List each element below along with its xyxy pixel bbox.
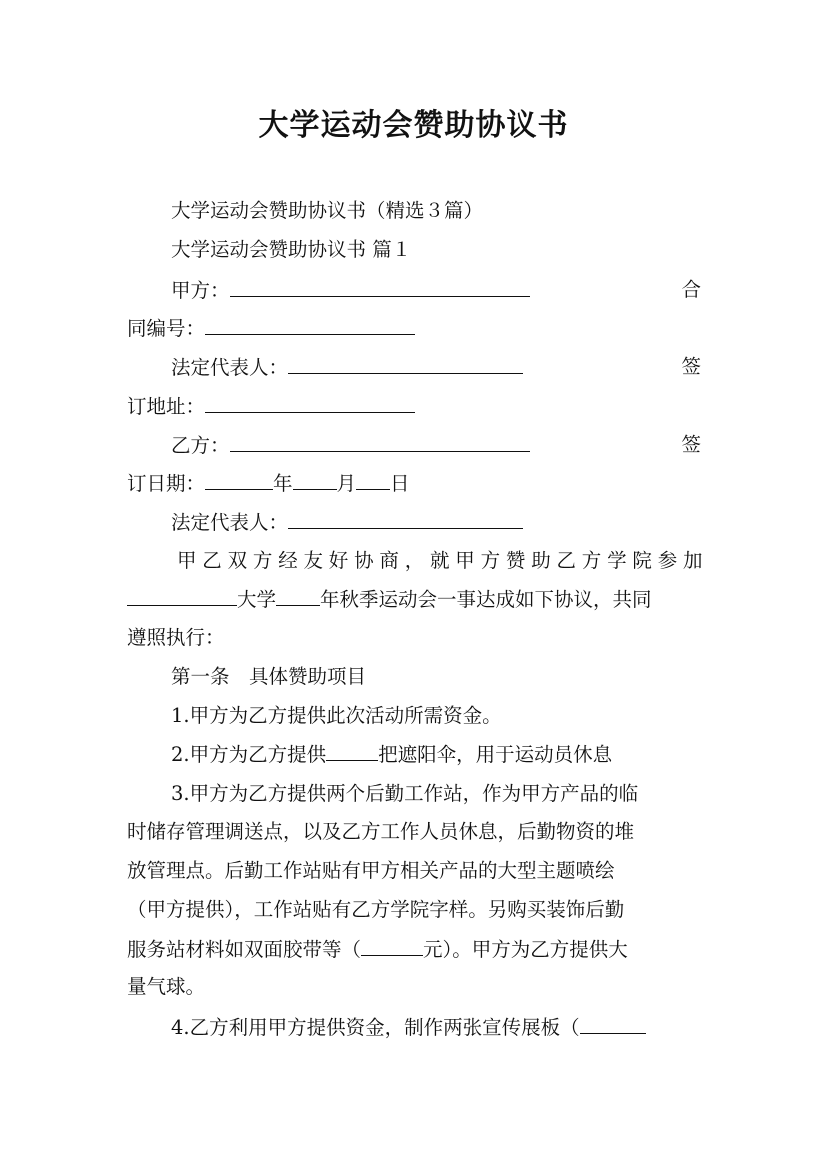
sign-date-prefix: 签	[681, 433, 701, 456]
legal-rep-line-2: 法定代表人：	[127, 508, 701, 537]
item-3-line-4: （甲方提供），工作站贴有乙方学院字样。另购买装饰后勤	[127, 898, 625, 921]
part-heading: 大学运动会赞助协议书 篇１	[171, 238, 412, 261]
intro-line-1: 甲乙双方经友好协商，就甲方赞助乙方学院参加	[177, 549, 709, 572]
party-b-field: 乙方：	[171, 431, 530, 460]
contract-no-blank	[205, 314, 415, 335]
sign-date-line: 订日期： 年 月 日	[127, 469, 701, 498]
contract-no-prefix: 合	[681, 278, 701, 301]
intro-line-2: 大学 年秋季运动会一事达成如下协议，共同	[127, 585, 701, 614]
article-1-heading: 第一条 具体赞助项目	[171, 665, 367, 688]
item-3-line-2: 时储存管理调送点，以及乙方工作人员休息，后勤物资的堆	[127, 820, 635, 843]
sign-place-prefix: 签	[681, 355, 701, 378]
intro-line-3: 遵照执行：	[127, 626, 225, 649]
party-a-field: 甲方：	[171, 276, 530, 305]
subtitle: 大学运动会赞助协议书（精选３篇）	[171, 199, 484, 222]
party-b-blank	[230, 431, 530, 452]
sign-place-line: 订地址：	[127, 392, 701, 421]
item-1: 1.甲方为乙方提供此次活动所需资金。	[171, 704, 502, 727]
contract-no-line: 同编号：	[127, 314, 701, 343]
sign-place-blank	[205, 392, 415, 413]
document-title: 大学运动会赞助协议书	[258, 108, 569, 143]
legal-rep-blank	[288, 353, 523, 374]
item-3-line-5: 服务站材料如双面胶带等（ 元）。甲方为乙方提供大	[127, 935, 701, 964]
item-4: 4.乙方利用甲方提供资金，制作两张宣传展板（	[127, 1013, 701, 1042]
item-3-line-3: 放管理点。后勤工作站贴有甲方相关产品的大型主题喷绘	[127, 859, 615, 882]
legal-rep-line	[127, 353, 701, 382]
item-2: 2.甲方为乙方提供 把遮阳伞，用于运动员休息	[127, 740, 701, 769]
item-3-line-1: 3.甲方为乙方提供两个后勤工作站，作为甲方产品的临	[171, 782, 639, 805]
legal-rep-field: 法定代表人：	[171, 353, 523, 382]
party-b-line	[127, 431, 701, 460]
party-a-line	[127, 276, 701, 305]
item-3-line-6: 量气球。	[127, 975, 206, 998]
party-a-blank	[230, 276, 530, 297]
